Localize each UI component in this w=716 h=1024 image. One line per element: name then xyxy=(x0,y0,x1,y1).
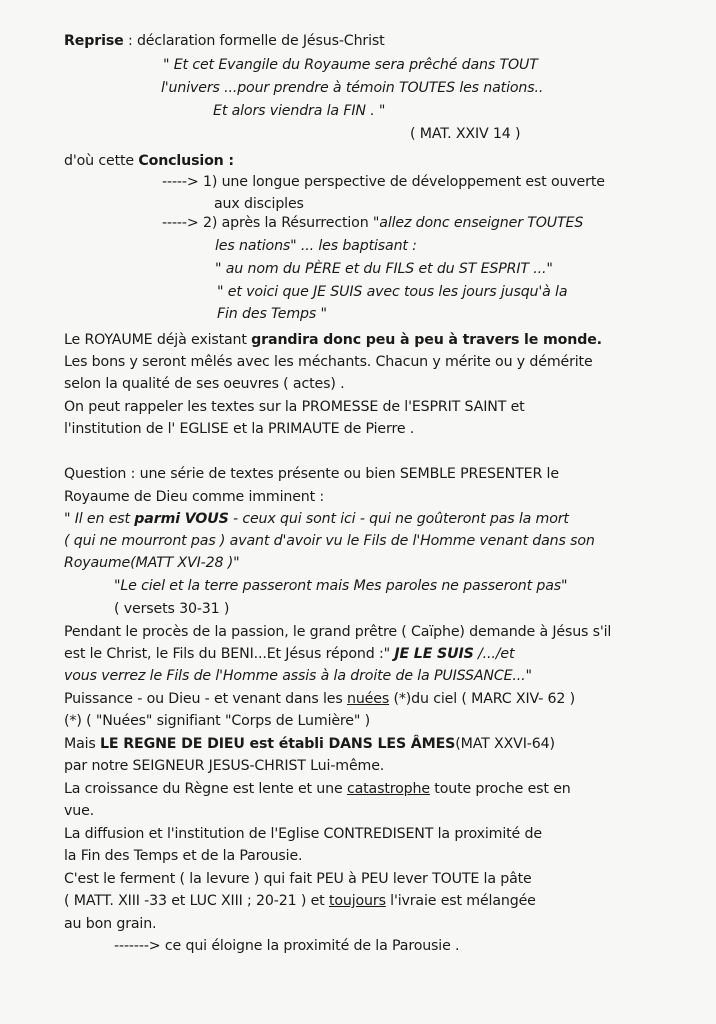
conclusion-label: Conclusion : xyxy=(138,153,234,169)
reprise-label: Reprise xyxy=(64,33,124,49)
quote-line: Fin des Temps " xyxy=(217,306,327,322)
text-line: Royaume de Dieu comme imminent : xyxy=(64,489,325,505)
text-line: ( MATT. XIII -33 et LUC XIII ; 20-21 ) et toujours l'ivraie est mélangée xyxy=(64,893,536,909)
quote-line: " Il en est parmi VOUS - ceux qui sont ici - qui ne goûteront pas la mort xyxy=(64,511,569,527)
text-line: aux disciples xyxy=(214,196,304,212)
text-line: -----> 2) après la Résurrection "allez donc enseigner TOUTES xyxy=(162,215,584,231)
text-line: Reprise : déclaration formelle de Jésus-Christ xyxy=(64,33,385,49)
text-line: d'où cette Conclusion : xyxy=(64,153,234,169)
text-line: Puissance - ou Dieu - et venant dans les nuées (*)du ciel ( MARC XIV- 62 ) xyxy=(64,691,576,707)
text-line: Pendant le procès de la passion, le grand prêtre ( Caïphe) demande à Jésus s'il xyxy=(64,624,612,640)
quote-line: l'univers ...pour prendre à témoin TOUTES les nations.. xyxy=(161,80,544,96)
text-line: La croissance du Règne est lente et une catastrophe toute proche est en xyxy=(64,781,571,797)
reference: ( MAT. XXIV 14 ) xyxy=(410,126,521,142)
quote-line: ( qui ne mourront pas ) avant d'avoir vu le Fils de l'Homme venant dans son xyxy=(64,533,595,549)
text-line: selon la qualité de ses oeuvres ( actes) . xyxy=(64,376,345,392)
text-line: par notre SEIGNEUR JESUS-CHRIST Lui-même. xyxy=(64,758,385,774)
quote-line: "Le ciel et la terre passeront mais Mes paroles ne passeront pas" xyxy=(114,578,568,594)
text-line: Question : une série de textes présente ou bien SEMBLE PRESENTER le xyxy=(64,466,559,482)
quote-line: Et alors viendra la FIN . " xyxy=(213,103,386,119)
text-line: l'institution de l' EGLISE et la PRIMAUTE de Pierre . xyxy=(64,421,415,437)
quote-line: les nations" ... les baptisant : xyxy=(215,238,417,254)
quote-line: vous verrez le Fils de l'Homme assis à la droite de la PUISSANCE..." xyxy=(64,668,532,684)
reference: ( versets 30-31 ) xyxy=(114,601,230,617)
text-line: Le ROYAUME déjà existant grandira donc peu à peu à travers le monde. xyxy=(64,332,602,348)
text-line: au bon grain. xyxy=(64,916,157,932)
text-line: la Fin des Temps et de la Parousie. xyxy=(64,848,303,864)
text-line: vue. xyxy=(64,803,95,819)
quote-line: " et voici que JE SUIS avec tous les jours jusqu'à la xyxy=(217,284,568,300)
text-line: -----> 1) une longue perspective de développement est ouverte xyxy=(162,174,605,190)
text-line: La diffusion et l'institution de l'Eglise CONTREDISENT la proximité de xyxy=(64,826,542,842)
quote-line: " Et cet Evangile du Royaume sera prêché dans TOUT xyxy=(163,57,538,73)
quote-line: " au nom du PÈRE et du FILS et du ST ESPRIT ..." xyxy=(215,261,553,277)
text-line: est le Christ, le Fils du BENI...Et Jésus répond :" JE LE SUIS /.../et xyxy=(64,646,515,662)
quote-line: Royaume(MATT XVI-28 )" xyxy=(64,555,240,571)
text-line: On peut rappeler les textes sur la PROMESSE de l'ESPRIT SAINT et xyxy=(64,399,525,415)
footnote: (*) ( "Nuées" signifiant "Corps de Lumière" ) xyxy=(64,713,371,729)
text-line: Les bons y seront mêlés avec les méchants. Chacun y mérite ou y démérite xyxy=(64,354,593,370)
text-line: Mais LE REGNE DE DIEU est établi DANS LES ÂMES(MAT XXVI-64) xyxy=(64,736,555,752)
text-line: C'est le ferment ( la levure ) qui fait PEU à PEU lever TOUTE la pâte xyxy=(64,871,532,887)
text-line: -------> ce qui éloigne la proximité de la Parousie . xyxy=(114,938,460,954)
